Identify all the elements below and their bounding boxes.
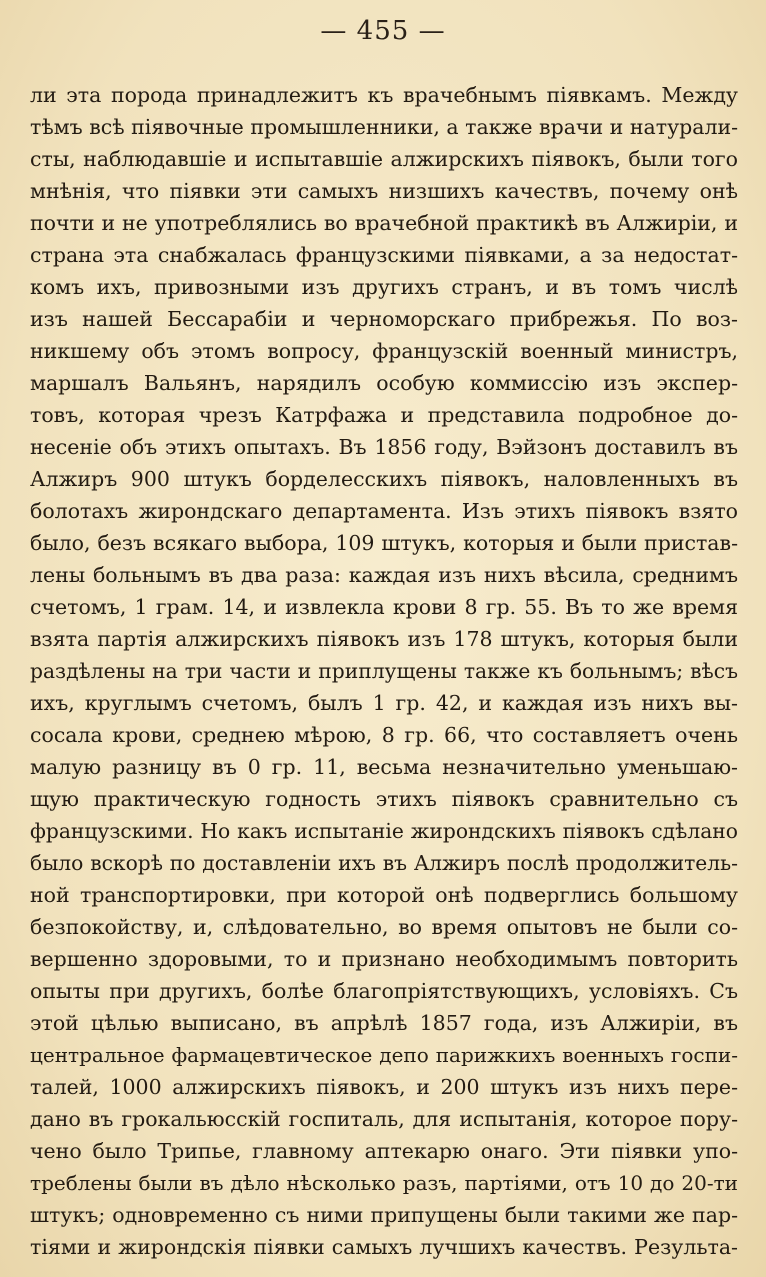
text-line: малую разницу въ 0 гр. 11, весьма незначительно уменьшаю- bbox=[30, 755, 738, 779]
text-line: тѣмъ всѣ піявочные промышленники, а также врачи и натурали- bbox=[30, 115, 738, 139]
text-line: взята партія алжирскихъ піявокъ изъ 178 штукъ, которыя были bbox=[30, 627, 738, 651]
text-line: почти и не употреблялись во врачебной практикѣ въ Алжиріи, и bbox=[30, 211, 738, 235]
text-line: вершенно здоровыми, то и признано необходимымъ повторить bbox=[30, 947, 738, 971]
text-line: этой цѣлью выписано, въ апрѣлѣ 1857 года, изъ Алжиріи, въ bbox=[30, 1011, 738, 1035]
text-line: лены больнымъ въ два раза: каждая изъ нихъ вѣсила, среднимъ bbox=[30, 563, 738, 587]
text-line: раздѣлены на три части и приплущены также къ больнымъ; вѣсъ bbox=[30, 659, 738, 683]
text-line: мнѣнія, что піявки эти самыхъ низшихъ качествъ, почему онѣ bbox=[30, 179, 738, 203]
text-line: сосала крови, среднею мѣрою, 8 гр. 66, что составляетъ очень bbox=[30, 723, 738, 747]
text-line: центральное фармацевтическое депо парижкихъ военныхъ госпи- bbox=[30, 1043, 738, 1067]
text-line: штукъ; одновременно съ ними припущены были такими же пар- bbox=[30, 1203, 738, 1227]
text-line: Алжиръ 900 штукъ борделесскихъ піявокъ, наловленныхъ въ bbox=[30, 467, 738, 491]
text-line: безпокойству, и, слѣдовательно, во время опытовъ не были со- bbox=[30, 915, 738, 939]
text-line: дано въ грокальюсскій госпиталь, для испытанія, которое пору- bbox=[30, 1107, 738, 1131]
text-line: ной транспортировки, при которой онѣ подверглись большому bbox=[30, 883, 738, 907]
text-line: изъ нашей Бессарабіи и черноморскаго прибрежья. По воз- bbox=[30, 307, 738, 331]
text-line: было вскорѣ по доставленіи ихъ въ Алжиръ послѣ продолжитель- bbox=[30, 851, 738, 875]
text-line: никшему объ этомъ вопросу, французскій военный министръ, bbox=[30, 339, 738, 363]
text-line: чено было Трипье, главному аптекарю онаго. Эти піявки упо- bbox=[30, 1139, 738, 1163]
body-text bbox=[30, 79, 738, 1263]
text-line: было, безъ всякаго выбора, 109 штукъ, которыя и были пристав- bbox=[30, 531, 738, 555]
text-line: опыты при другихъ, болѣе благопріятствующихъ, условіяхъ. Съ bbox=[30, 979, 738, 1003]
text-line: талей, 1000 алжирскихъ піявокъ, и 200 штукъ изъ нихъ пере- bbox=[30, 1075, 738, 1099]
text-line: треблены были въ дѣло нѣсколько разъ, партіями, отъ 10 до 20-ти bbox=[30, 1171, 738, 1195]
text-line: тіями и жирондскія піявки самыхъ лучшихъ качествъ. Результа- bbox=[30, 1235, 738, 1259]
text-line: комъ ихъ, привозными изъ другихъ странъ, и въ томъ числѣ bbox=[30, 275, 738, 299]
page-number: — 455 — bbox=[320, 16, 446, 46]
text-line: ли эта порода принадлежитъ къ врачебнымъ піявкамъ. Между bbox=[30, 83, 738, 107]
text-line: сты, наблюдавшіе и испытавшіе алжирскихъ піявокъ, были того bbox=[30, 147, 738, 171]
text-line: товъ, которая чрезъ Катрфажа и представила подробное до- bbox=[30, 403, 738, 427]
text-line: французскими. Но какъ испытаніе жирондскихъ піявокъ сдѣлано bbox=[30, 819, 738, 843]
text-line: щую практическую годность этихъ піявокъ сравнительно съ bbox=[30, 787, 738, 811]
text-line: страна эта снабжалась французскими піявками, а за недостат- bbox=[30, 243, 738, 267]
text-line: счетомъ, 1 грам. 14, и извлекла крови 8 гр. 55. Въ то же время bbox=[30, 595, 738, 619]
text-line: ихъ, круглымъ счетомъ, былъ 1 гр. 42, и каждая изъ нихъ вы- bbox=[30, 691, 738, 715]
text-line: маршалъ Вальянъ, нарядилъ особую коммиссію изъ экспер- bbox=[30, 371, 738, 395]
text-line: болотахъ жирондскаго департамента. Изъ этихъ піявокъ взято bbox=[30, 499, 738, 523]
text-line: несеніе объ этихъ опытахъ. Въ 1856 году, Вэйзонъ доставилъ въ bbox=[30, 435, 738, 459]
